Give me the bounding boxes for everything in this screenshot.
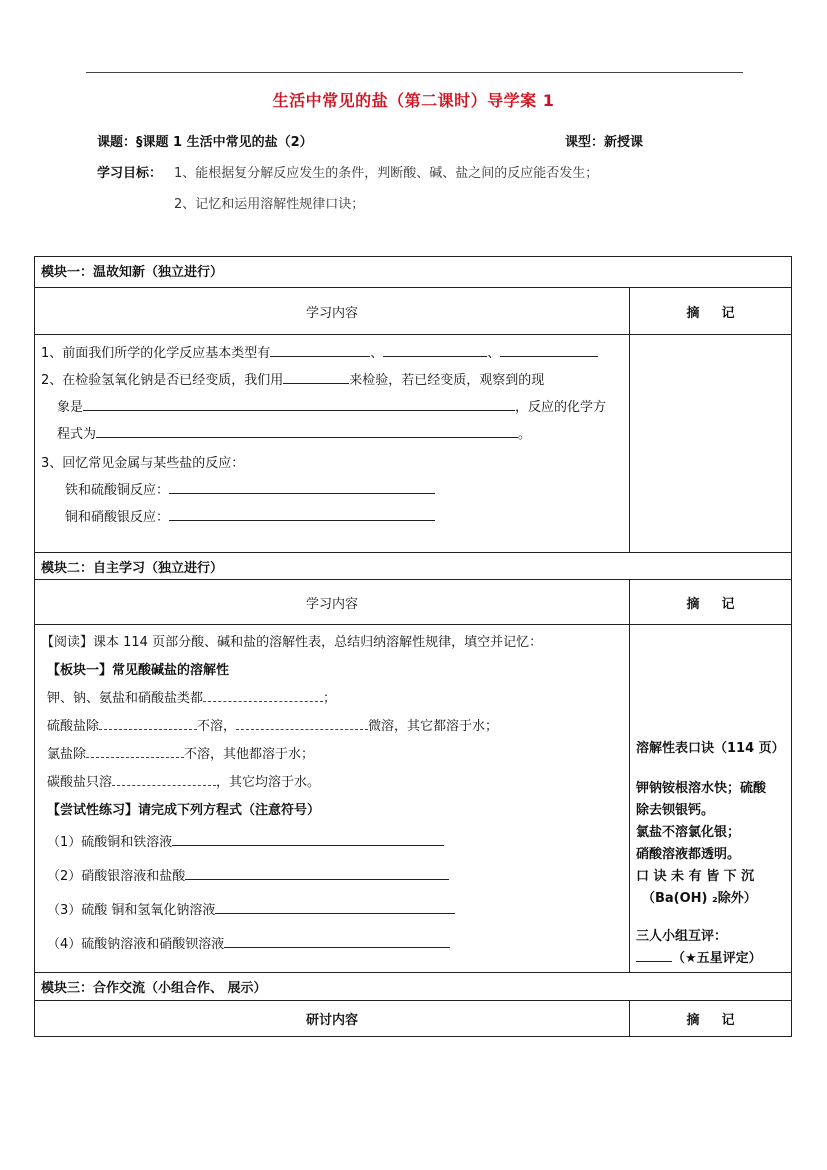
rule1-text: 钾、钠、氨盐和硝酸盐类都 bbox=[47, 691, 204, 706]
goal-1: 1、能根据复分解反应发生的条件，判断酸、碱、盐之间的反应能否发生； bbox=[174, 166, 599, 181]
rule-2 bbox=[47, 715, 498, 734]
goal-label: 学习目标： bbox=[97, 166, 163, 181]
q1-blank-1[interactable] bbox=[270, 343, 370, 357]
q2-text-e: 程式为 bbox=[57, 427, 97, 442]
practice-2 bbox=[47, 865, 449, 884]
module2-note-cell bbox=[630, 625, 792, 973]
module3-title: 模块三：合作交流（小组合作、 展示） bbox=[35, 973, 792, 1001]
rule3-blank[interactable] bbox=[86, 744, 184, 758]
q2-text-a: 2、在检验氢氧化钠是否已经变质，我们用 bbox=[41, 373, 284, 388]
worksheet-table bbox=[34, 256, 792, 1037]
module2-col-content: 学习内容 bbox=[35, 580, 630, 625]
rule-4 bbox=[47, 771, 320, 790]
side-line-6: （Ba(OH) ₂除外） bbox=[642, 891, 757, 906]
q2-text-c: 象是 bbox=[57, 400, 84, 415]
module3-col-content: 研讨内容 bbox=[35, 1001, 630, 1037]
rule4-text-b: ，其它均溶于水。 bbox=[216, 775, 321, 790]
q2-blank-3[interactable] bbox=[96, 424, 518, 438]
rule3-text-b: 不溶，其他都溶于水； bbox=[184, 747, 315, 762]
module1-col-content: 学习内容 bbox=[35, 288, 630, 335]
q2-blank-2[interactable] bbox=[83, 397, 515, 411]
module1-title: 模块一：温故知新（独立进行） bbox=[35, 257, 792, 288]
rule2-text-b: 不溶， bbox=[197, 719, 237, 734]
p4-text: （4）硫酸钠溶液和硝酸钡溶液 bbox=[47, 937, 225, 952]
practice-1 bbox=[47, 831, 444, 850]
goal-2: 2、记忆和运用溶解性规律口诀； bbox=[174, 197, 365, 212]
side-line-1: 钾钠铵根溶水快；硫酸 bbox=[636, 781, 767, 796]
read-instruction: 【阅读】课本 114 页部分酸、碱和盐的溶解性表，总结归纳溶解性规律，填空并记忆： bbox=[41, 635, 543, 650]
p1-text: （1）硫酸铜和铁溶液 bbox=[47, 835, 173, 850]
question-3: 3、回忆常见金属与某些盐的反应： bbox=[41, 456, 245, 471]
top-rule bbox=[86, 72, 743, 73]
block-one-heading: 【板块一】常见酸碱盐的溶解性 bbox=[47, 663, 230, 678]
module3-col-note: 摘记 bbox=[630, 1001, 792, 1037]
q3a-blank[interactable] bbox=[169, 480, 435, 494]
rule2-blank-1[interactable] bbox=[99, 716, 197, 730]
question-2-eq bbox=[57, 423, 531, 442]
p2-blank[interactable] bbox=[185, 866, 449, 880]
header-topic bbox=[97, 131, 313, 150]
q2-text-d: ，反应的化学方 bbox=[515, 400, 607, 415]
q3b-blank[interactable] bbox=[169, 507, 435, 521]
rule1-blank[interactable] bbox=[203, 688, 323, 702]
q2-text-b: 来检验，若已经变质，观察到的现 bbox=[349, 373, 545, 388]
topic-label: 课题： bbox=[97, 135, 137, 150]
side-title: 溶解性表口诀（114 页） bbox=[636, 741, 785, 756]
q2-text-f: 。 bbox=[518, 427, 532, 442]
peer-review bbox=[636, 947, 762, 966]
rule2-text-a: 硫酸盐除 bbox=[47, 719, 100, 734]
question-2 bbox=[41, 369, 544, 388]
side-line-5: 口 诀 未 有 皆 下 沉 bbox=[636, 869, 755, 884]
rule2-text-c: 微溶，其它都溶于水； bbox=[368, 719, 499, 734]
question-2-cont bbox=[57, 396, 606, 415]
q3b-text: 铜和硝酸银反应： bbox=[65, 510, 170, 525]
side-line-8: （★五星评定） bbox=[672, 951, 762, 966]
type-value: 新授课 bbox=[604, 135, 644, 150]
rule4-text-a: 碳酸盐只溶 bbox=[47, 775, 113, 790]
side-line-7: 三人小组互评： bbox=[636, 929, 728, 944]
module1-note-cell[interactable] bbox=[630, 335, 792, 553]
side-line-2: 除去钡银钙。 bbox=[636, 803, 715, 818]
side-line-4: 硝酸溶液都透明。 bbox=[636, 847, 741, 862]
type-label: 课型： bbox=[565, 135, 605, 150]
p3-blank[interactable] bbox=[215, 900, 455, 914]
practice-3 bbox=[47, 899, 455, 918]
q2-blank-1[interactable] bbox=[283, 370, 349, 384]
rule2-blank-2[interactable] bbox=[236, 716, 368, 730]
module1-content bbox=[35, 335, 630, 553]
side-line-3: 氯盐不溶氯化银； bbox=[636, 825, 741, 840]
rule4-blank[interactable] bbox=[112, 772, 216, 786]
rule1-end: ； bbox=[323, 691, 337, 706]
rule3-text-a: 氯盐除 bbox=[47, 747, 87, 762]
topic-value: §课题 1 生活中常见的盐（2） bbox=[136, 135, 313, 150]
header-type bbox=[565, 131, 643, 150]
p3-text: （3）硫酸 铜和氢氧化钠溶液 bbox=[47, 903, 216, 918]
q1-sep-2: 、 bbox=[487, 346, 501, 361]
practice-4 bbox=[47, 933, 450, 952]
module2-content bbox=[35, 625, 630, 973]
rule-1 bbox=[47, 687, 336, 706]
q1-blank-3[interactable] bbox=[500, 343, 598, 357]
question-3b bbox=[65, 506, 435, 525]
page-title: 生活中常见的盐（第二课时）导学案 1 bbox=[272, 91, 555, 110]
practice-heading: 【尝试性练习】请完成下列方程式（注意符号） bbox=[47, 803, 321, 818]
q1-blank-2[interactable] bbox=[383, 343, 487, 357]
rule-3 bbox=[47, 743, 314, 762]
q1-sep-1: 、 bbox=[370, 346, 384, 361]
question-3a bbox=[65, 479, 435, 498]
p2-text: （2）硝酸银溶液和盐酸 bbox=[47, 869, 186, 884]
q3a-text: 铁和硫酸铜反应： bbox=[65, 483, 170, 498]
peer-review-blank[interactable] bbox=[636, 948, 672, 962]
p1-blank[interactable] bbox=[172, 832, 444, 846]
p4-blank[interactable] bbox=[224, 934, 450, 948]
module2-col-note: 摘记 bbox=[630, 580, 792, 625]
module1-col-note: 摘记 bbox=[630, 288, 792, 335]
module2-title: 模块二：自主学习（独立进行） bbox=[35, 553, 792, 580]
question-1 bbox=[41, 342, 598, 361]
q1-text: 1、前面我们所学的化学反应基本类型有 bbox=[41, 346, 271, 361]
